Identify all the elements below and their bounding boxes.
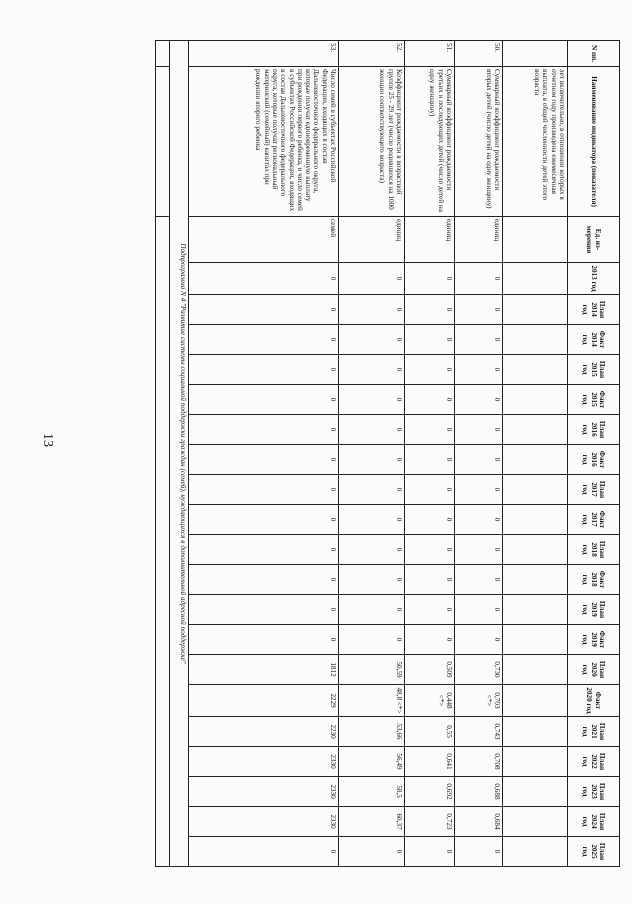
row-number: 51. [405,41,455,67]
value-cell: 0 [339,625,405,655]
value-cell: 0,509 [405,655,455,685]
value-cell: 0 [339,475,405,505]
header-year: План 2019 год [568,595,620,625]
value-cell: 0,703 <*> [455,685,503,717]
value-cell: 0 [405,385,455,415]
header-year: Факт 2020 год [568,685,620,717]
value-cell: 0 [189,475,339,505]
subprogram-row [170,41,189,867]
header-year: Факт 2016 год [568,445,620,475]
indicator-name: Число семей в субъектах Российской Федерации, входящих в состав Дальневосточного федерального округа, которые получат единовременную выплату при рождении первого ребенка, и число семей в субъектах Российской Федерации, входящих в состав Дальневосточного федерального округа, которые получат региональный материнский (семейный) капитал при рождении второго ребенка [189,67,339,217]
header-year: Факт 2014 год [568,325,620,355]
value-cell: 0 [189,415,339,445]
unit-of-measure: единиц [405,217,455,263]
empty-cell [156,67,170,217]
value-cell: 2230 [189,717,339,747]
value-cell: 2330 [189,807,339,837]
unit-of-measure: семей [189,217,339,263]
header-year: Факт 2018 год [568,565,620,595]
value-cell: 0 [455,595,503,625]
value-cell: 0 [455,445,503,475]
value-cell: 0,55 [405,717,455,747]
header-year: План 2014 год [568,295,620,325]
header-year: План 2018 год [568,535,620,565]
value-cell: 0,723 [405,807,455,837]
header-year: План 2022 год [568,747,620,777]
value-cell: 0 [405,263,455,295]
value-cell: 0 [189,535,339,565]
value-cell: 0 [455,837,503,867]
value-cell: 0 [339,325,405,355]
subprogram-title: Подпрограмма N 4 "Развитие системы социальной поддержки граждан (семей), нуждающихся в дополнительной адресной поддержке" [170,41,189,867]
header-year: План 2024 год [568,807,620,837]
indicator-name: Коэффициент рождаемости в возрастной группе 25 - 29 лет (число родившихся на 1000 женщин соответствующего возраста) [339,67,405,217]
value-cell: 0 [339,565,405,595]
value-cell: 0 [455,415,503,445]
value-cell: 0 [189,355,339,385]
table-row [405,41,455,867]
value-cell: 0 [339,837,405,867]
empty-cell [156,41,170,67]
page-number: 13 [40,433,55,447]
header-year: План 2015 год [568,355,620,385]
row-number: 50. [455,41,503,67]
value-cell: 0 [405,415,455,445]
header-year: План 2020 год [568,655,620,685]
indicator-name: Суммарный коэффициент рождаемости вторых детей (число детей на одну женщину) [455,67,503,217]
value-cell: 0 [455,325,503,355]
value-cell: 56,49 [339,747,405,777]
value-cell: 0 [189,385,339,415]
value-cell: 0 [339,505,405,535]
value-cell: 0 [455,505,503,535]
value-cell: 0 [455,355,503,385]
value-cell: 1812 [189,655,339,685]
value-cell: 0 [189,445,339,475]
value-cell: 0 [339,415,405,445]
value-cell: 0 [455,625,503,655]
value-cell: 50,59 [339,655,405,685]
indicator-name: лет включительно, в отношении которых в отчетном году произведена ежемесячная выплата, в общей численности детей этого возраста [503,67,568,217]
value-cell: 2330 [189,747,339,777]
empty-cell [156,217,170,867]
header-year: План 2016 год [568,415,620,445]
value-cell: 0 [405,355,455,385]
value-cell: 0 [405,625,455,655]
table-row [189,41,339,867]
value-cell: 0 [189,505,339,535]
value-cell: 0 [455,535,503,565]
value-cell: 0 [405,445,455,475]
indicator-table [155,40,620,867]
rotated-table-container [115,32,620,890]
value-cell: 0 [405,325,455,355]
value-cell: 53,66 [339,717,405,747]
value-cell: 0,684 [455,807,503,837]
header-year: План 2021 год [568,717,620,747]
value-cell: 0 [455,565,503,595]
value-cell: 0 [405,505,455,535]
value-cell: 0,708 [455,747,503,777]
value-cell: 0,448 <*> [405,685,455,717]
value-cell: 0 [339,263,405,295]
value-cell: 2330 [189,777,339,807]
header-year: План 2023 год [568,777,620,807]
value-cell: 2229 [189,685,339,717]
row-number: 52. [339,41,405,67]
value-cell: 0,641 [405,747,455,777]
value-cell: 0 [189,325,339,355]
value-cell: 0 [339,385,405,415]
value-cell: 0 [189,595,339,625]
header-year: Факт 2017 год [568,505,620,535]
unit-of-measure: единиц [339,217,405,263]
table-row [339,41,405,867]
value-cell: 0 [455,295,503,325]
value-cell: 0,688 [455,777,503,807]
header-year: Факт 2019 год [568,625,620,655]
value-cell: 0 [339,355,405,385]
value-cell: 0 [339,295,405,325]
value-cell: 0 [189,263,339,295]
value-cell: 0,730 [455,655,503,685]
value-cell: 0 [455,263,503,295]
table-row [455,41,503,867]
value-cell: 48,8 <*> [339,685,405,717]
header-name: Наименование индикатора (показателя) [568,67,620,217]
indicator-name: Суммарный коэффициент рождаемости третьих и последующих детей (число детей на одну женщину) [405,67,455,217]
unit-of-measure: единиц [455,217,503,263]
row-number: 53. [189,41,339,67]
value-cell: 0 [339,445,405,475]
value-cell: 0 [339,535,405,565]
value-cell: 0 [405,535,455,565]
value-cell: 0,692 [405,777,455,807]
value-cell: 0 [405,837,455,867]
header-year: Факт 2015 год [568,385,620,415]
header-unit: Ед. из-мерения [568,217,620,263]
value-cell: 0 [189,837,339,867]
header-year: План 2017 год [568,475,620,505]
value-cell: 0 [405,565,455,595]
value-cell: 0,743 [455,717,503,747]
header-year: План 2025 год [568,837,620,867]
value-cell: 0 [455,475,503,505]
value-cell: 0 [189,565,339,595]
value-cell: 0 [405,595,455,625]
header-year: 2013 год [568,263,620,295]
value-cell: 0 [455,385,503,415]
continuation-row [503,41,568,867]
value-cell: 0 [339,595,405,625]
value-cell: 0 [405,475,455,505]
value-cell: 60,37 [339,807,405,837]
value-cell: 0 [189,625,339,655]
value-cell: 0 [405,295,455,325]
value-cell: 58,5 [339,777,405,807]
header-num: N пп. [568,41,620,67]
value-cell: 0 [189,295,339,325]
trailing-row [156,41,170,867]
